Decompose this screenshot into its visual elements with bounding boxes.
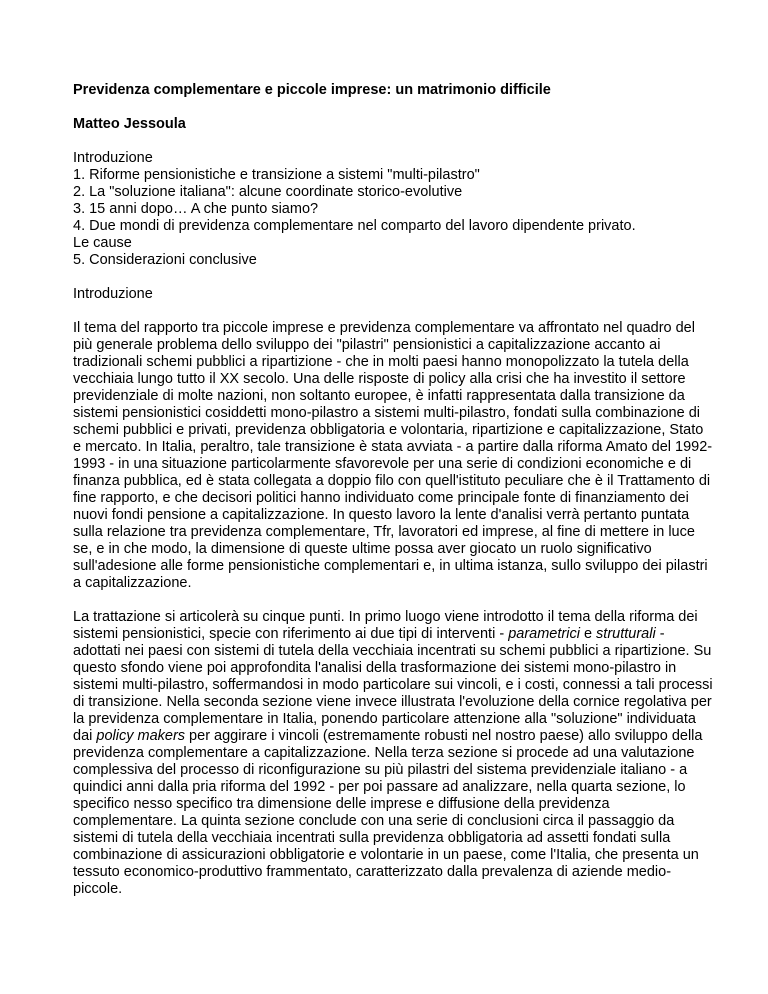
toc-item: Le cause xyxy=(73,235,132,251)
toc-item: 4. Due mondi di previdenza complementare nel comparto del lavoro dipendente privato. xyxy=(73,218,636,234)
paragraph-intro: Il tema del rapporto tra piccole imprese e previdenza complementare va affrontato nel quadro del più generale problema dello sviluppo dei "pilastri" pensionistici a capitalizzazione accanto ai tradizionali schemi pubblici a ripartizione - che in molti paesi hanno monopolizzato la tutela della vecchiaia lungo tutto il XX secolo. Una delle risposte di policy alla crisi che ha investito il settore previdenziale di molte nazioni, non soltanto europee, è infatti rappresentata dalla transizione da sistemi pensionistici cosiddetti mono-pilastro a sistemi multi-pilastro, fondati sulla combinazione di schemi pubblici e privati, previdenza obbligatoria e volontaria, ripartizione e capitalizzazione, Stato e mercato. In Italia, peraltro, tale transizione è stata avviata - a partire dalla riforma Amato del 1992-1993 - in una situazione particolarmente sfavorevole per una serie di condizioni economiche e di finanza pubblica, ed è stata collegata a doppio filo con quell'istituto peculiare che è il Trattamento di fine rapporto, e che decisori politici hanno individuato come principale fonte di finanziamento dei nuovi fondi pensione a capitalizzazione. In questo lavoro la lente d'analisi verrà pertanto puntata sulla relazione tra previdenza complementare, Tfr, lavoratori ed imprese, al fine di mettere in luce se, e in che modo, la dimensione di queste ultime possa aver giocato un ruolo significativo sull'adesione alle forme pensionistiche complementari e, in ultima istanza, sullo sviluppo dei pilastri a capitalizzazione. xyxy=(73,320,713,591)
toc-item: 3. 15 anni dopo… A che punto siamo? xyxy=(73,201,319,217)
paragraph-text: e xyxy=(579,626,597,642)
document-title: Previdenza complementare e piccole imprese: un matrimonio difficile xyxy=(73,82,551,98)
paragraph-text: per aggirare i vincoli (estremamente robusti nel nostro paese) allo sviluppo della previdenza complementare a capitalizzazione. Nella terza sezione si procede ad una valutazione complessiva del processo di riconfigurazione su più pilastri del sistema previdenziale italiano - a quindici anni dalla pria riforma del 1992 - per poi passare ad analizzare, nella quarta sezione, lo specifico nesso specifico tra dimensione delle imprese e diffusione della previdenza complementare. La quinta sezione conclude con una serie di conclusioni circa il passaggio da sistemi di tutela della vecchiaia incentrati sulla previdenza obbligatoria ad assetti fondati sulla combinazione di assicurazioni obbligatorie e volontarie in un paese, come l'Italia, che presenta un tessuto economico-produttivo frammentato, caratterizzato dalla prevalenza di aziende medio-piccole. xyxy=(73,728,703,897)
document-page xyxy=(73,82,713,915)
emphasis-text: parametrici xyxy=(508,626,580,642)
toc-item: 5. Considerazioni conclusive xyxy=(73,252,257,268)
section-heading: Introduzione xyxy=(73,286,153,302)
table-of-contents xyxy=(73,150,713,269)
toc-item: Introduzione xyxy=(73,150,153,166)
toc-item: 2. La "soluzione italiana": alcune coordinate storico-evolutive xyxy=(73,184,463,200)
paragraph-outline xyxy=(73,609,713,898)
document-author: Matteo Jessoula xyxy=(73,116,186,132)
paragraph-text: - adottati nei paesi con sistemi di tutela della vecchiaia incentrati su schemi pubblici a ripartizione. Su questo sfondo viene poi approfondita l'analisi della trasformazione dei sistemi mono-pilastro in sistemi multi-pilastro, soffermandosi in modo particolare sui vincoli, e i costi, connessi a tali processi di transizione. Nella seconda sezione viene invece illustrata l'evoluzione della cornice regolativa per la previdenza complementare in Italia, ponendo particolare attenzione alla "soluzione" individuata dai xyxy=(73,626,713,744)
emphasis-text: policy makers xyxy=(96,728,186,744)
toc-item: 1. Riforme pensionistiche e transizione a sistemi "multi-pilastro" xyxy=(73,167,480,183)
emphasis-text: strutturali xyxy=(596,626,656,642)
paragraph-text: La trattazione si articolerà su cinque punti. In primo luogo viene introdotto il tema della riforma dei sistemi pensionistici, specie con riferimento ai due tipi di interventi - xyxy=(73,609,698,642)
